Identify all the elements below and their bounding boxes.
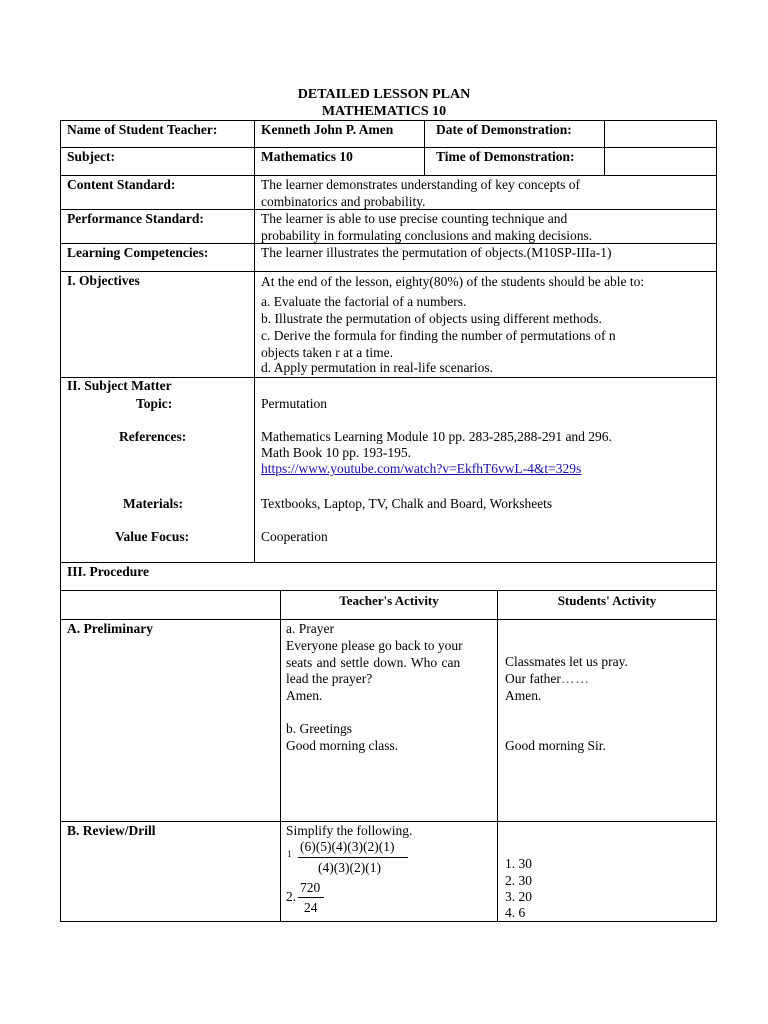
- greetings-heading: b. Greetings: [286, 721, 352, 736]
- materials-label: Materials:: [123, 496, 183, 511]
- name-label: Name of Student Teacher:: [67, 122, 218, 137]
- procedure-label-cell: [60, 562, 717, 591]
- value-focus-value: Cooperation: [261, 529, 328, 544]
- review-intro: Simplify the following.: [286, 823, 413, 838]
- references-label: References:: [119, 429, 187, 444]
- answer-2: 2. 30: [505, 873, 532, 888]
- content-standard-line2: combinatorics and probability.: [261, 194, 426, 209]
- date-value-cell: [604, 120, 717, 148]
- preliminary-label: A. Preliminary: [67, 621, 153, 636]
- value-focus-label: Value Focus:: [115, 529, 190, 544]
- subject-value: Mathematics 10: [261, 149, 353, 164]
- objective-b: b. Illustrate the permutation of objects using different methods.: [261, 311, 602, 326]
- item-2-number: 2.: [286, 889, 297, 904]
- item-1-number: 1: [287, 849, 292, 859]
- item-2-numerator: 720: [300, 880, 321, 895]
- procedure-label: III. Procedure: [67, 564, 149, 579]
- students-greeting: Good morning Sir.: [505, 738, 606, 753]
- objectives-label: I. Objectives: [67, 273, 140, 288]
- teacher-activity-header: Teacher's Activity: [339, 593, 439, 608]
- procedure-header-blank-cell: [60, 590, 281, 620]
- our-father-dots: ……: [560, 671, 590, 686]
- students-our-father: [505, 670, 590, 687]
- reference-link[interactable]: https://www.youtube.com/watch?v=EkfhT6vwL-4&t=329s: [261, 461, 582, 476]
- competencies-label: Learning Competencies:: [67, 245, 209, 260]
- prayer-heading: a. Prayer: [286, 621, 334, 636]
- topic-label: Topic:: [136, 396, 173, 411]
- performance-standard-line2: probability in formulating conclusions and making decisions.: [261, 228, 593, 243]
- item-1-fraction-bar: [298, 857, 408, 858]
- performance-standard-label: Performance Standard:: [67, 211, 204, 226]
- reference-1: Mathematics Learning Module 10 pp. 283-285,288-291 and 296.: [261, 429, 612, 444]
- answer-1: 1. 30: [505, 856, 532, 871]
- students-activity-header: Students' Activity: [557, 593, 657, 608]
- item-1-denominator: (4)(3)(2)(1): [318, 860, 381, 875]
- item-2-fraction-bar: [298, 897, 324, 898]
- prayer-text-2: seats and settle down. Who can: [286, 655, 461, 670]
- preliminary-students-cell: [497, 619, 717, 822]
- answer-3: 3. 20: [505, 889, 532, 904]
- students-pray: Classmates let us pray.: [505, 654, 628, 669]
- subject-matter-label: II. Subject Matter: [67, 378, 172, 393]
- document-title: DETAILED LESSON PLAN: [297, 87, 471, 102]
- content-standard-label: Content Standard:: [67, 177, 176, 192]
- date-label: Date of Demonstration:: [436, 122, 572, 137]
- competencies-value: The learner illustrates the permutation of objects.(M10SP-IIIa-1): [261, 245, 612, 260]
- objective-c-line2: objects taken r at a time.: [261, 345, 393, 360]
- answer-4: 4. 6: [505, 905, 526, 920]
- objectives-intro: At the end of the lesson, eighty(80%) of the students should be able to:: [261, 274, 645, 289]
- our-father-text: Our father: [505, 671, 561, 686]
- item-2-denominator: 24: [304, 900, 318, 915]
- topic-value: Permutation: [261, 396, 327, 411]
- time-label: Time of Demonstration:: [436, 149, 575, 164]
- prayer-text-1: Everyone please go back to your: [286, 638, 463, 653]
- students-amen: Amen.: [505, 688, 542, 703]
- objective-c-line1: c. Derive the formula for finding the number of permutations of n: [261, 328, 616, 343]
- prayer-text-3: lead the prayer?: [286, 671, 373, 686]
- objective-a: a. Evaluate the factorial of a numbers.: [261, 294, 467, 309]
- document-subtitle: MATHEMATICS 10: [321, 104, 447, 119]
- item-1-numerator: (6)(5)(4)(3)(2)(1): [300, 839, 395, 854]
- preliminary-label-cell: [60, 619, 281, 822]
- teacher-greeting: Good morning class.: [286, 738, 399, 753]
- materials-value: Textbooks, Laptop, TV, Chalk and Board, Worksheets: [261, 496, 553, 511]
- performance-standard-line1: The learner is able to use precise counting technique and: [261, 211, 568, 226]
- teacher-amen: Amen.: [286, 688, 323, 703]
- subject-label: Subject:: [67, 149, 115, 164]
- reference-2: Math Book 10 pp. 193-195.: [261, 445, 411, 460]
- time-value-cell: [604, 147, 717, 176]
- content-standard-line1: The learner demonstrates understanding of key concepts of: [261, 177, 581, 192]
- review-label: B. Review/Drill: [67, 823, 156, 838]
- objective-d: d. Apply permutation in real-life scenarios.: [261, 360, 494, 375]
- name-value: Kenneth John P. Amen: [261, 122, 394, 137]
